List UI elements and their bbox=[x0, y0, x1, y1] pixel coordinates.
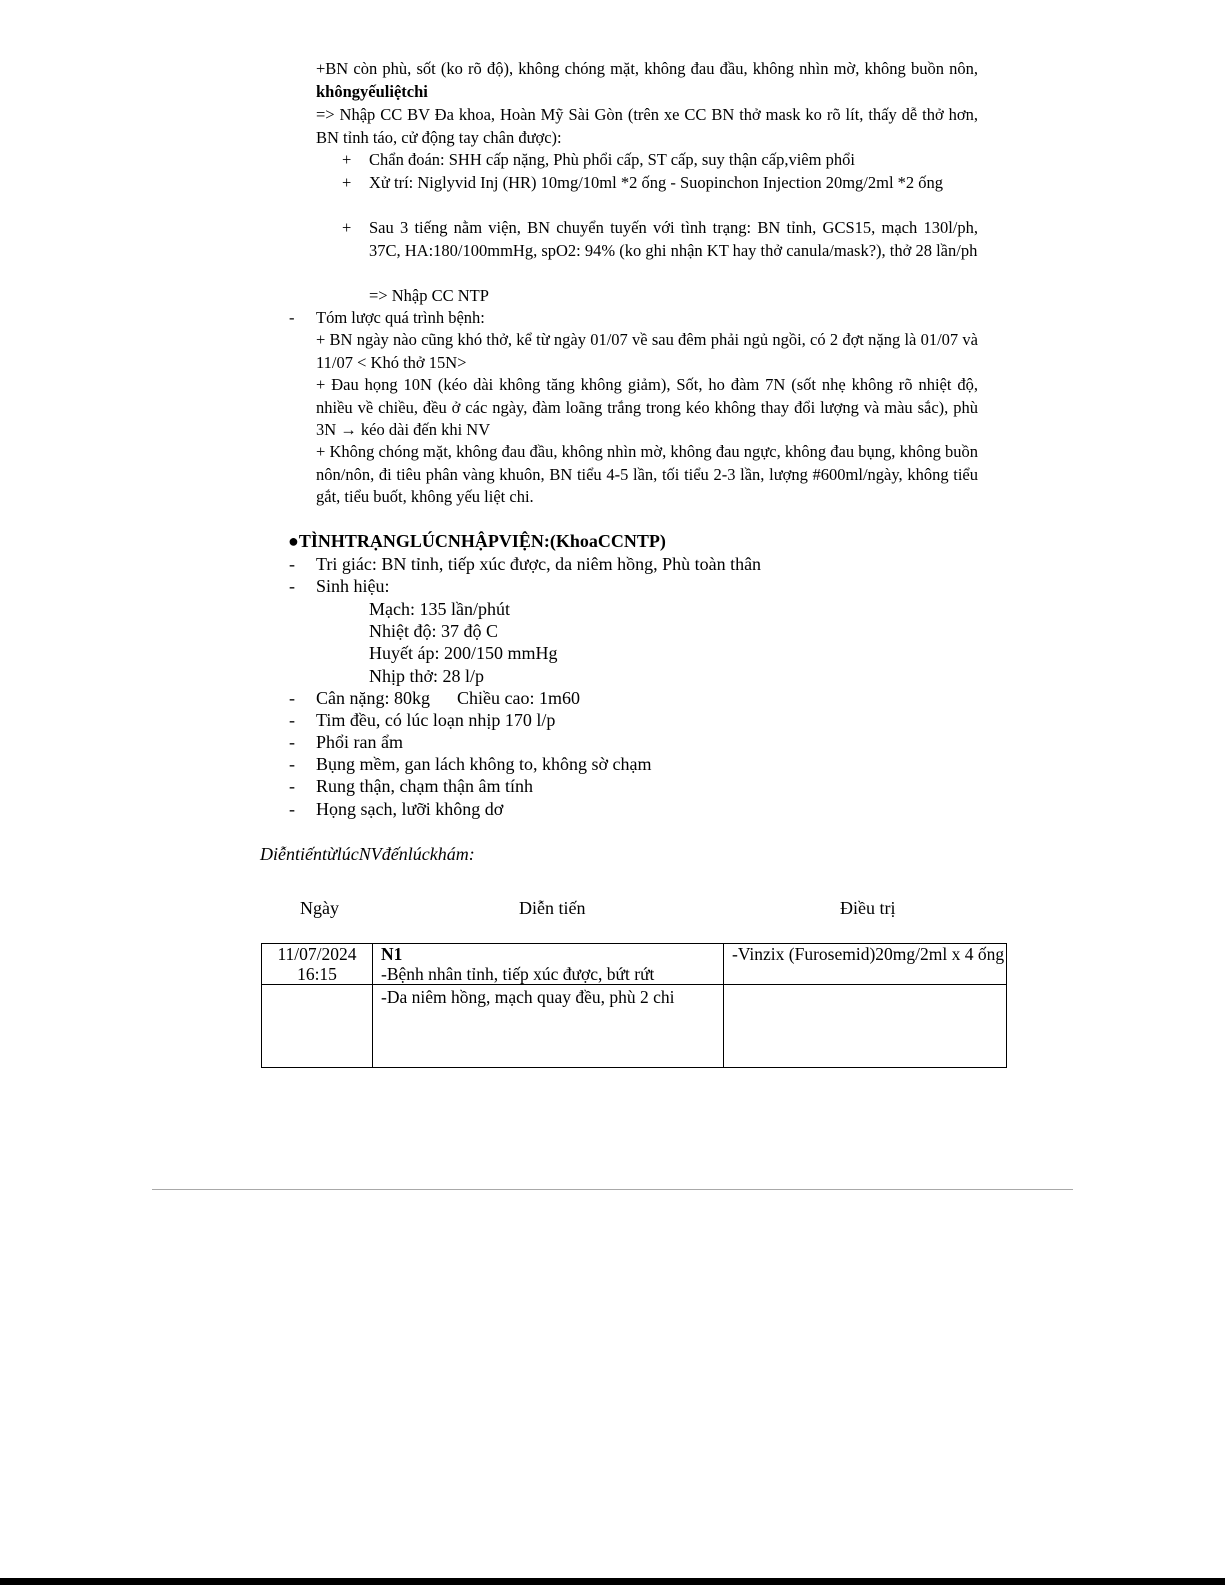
transfer-note-2: => Nhập CC NTP bbox=[369, 286, 489, 305]
dash-marker: - bbox=[289, 308, 295, 327]
vital-respiratory-rate: Nhịp thở: 28 l/p bbox=[369, 666, 485, 686]
summary-paragraph-3: + Không chóng mặt, không đau đầu, không nhìn mờ, không đau ngực, không đau bụng, không buồn nôn/nôn, đi tiêu phân vàng khuôn, BN tiểu 4-5 lần, tối tiểu 2-3 lần, lượng #600ml/ngày, không tiểu gắt, tiểu buốt, không yếu liệt chi. bbox=[316, 442, 978, 506]
bullet-transfer-status: Sau 3 tiếng nằm viện, BN chuyển tuyến với tình trạng: BN tỉnh, GCS15, mạch 130l/ph, 37C, HA:180/100mmHg, spO2: 94% (ko ghi nhận KT hay thở canula/mask?), thở 28 lần/ph bbox=[369, 218, 978, 260]
bullet-marker: + bbox=[342, 218, 352, 237]
bottom-edge-bar bbox=[0, 1578, 1225, 1585]
intro-text: +BN còn phù, sốt (ko rõ độ), không chóng mặt, không đau đầu, không nhìn mờ, không buồn nôn, bbox=[316, 59, 978, 78]
course-line: -Bệnh nhân tỉnh, tiếp xúc được, bứt rứt bbox=[381, 964, 655, 984]
admission-item-consciousness: Tri giác: BN tỉnh, tiếp xúc được, da niêm hồng, Phù toàn thân bbox=[316, 554, 762, 574]
treatment-text: -Vinzix (Furosemid)20mg/2ml x 4 ống bbox=[732, 944, 1005, 964]
course-cell bbox=[373, 985, 724, 1068]
header-course: Diễn tiến bbox=[519, 898, 586, 918]
admission-item-lungs: Phổi ran ẩm bbox=[316, 732, 403, 752]
course-line: -Da niêm hồng, mạch quay đều, phù 2 chi bbox=[381, 987, 675, 1007]
dash-marker: - bbox=[289, 776, 295, 796]
treatment-cell bbox=[724, 944, 1007, 985]
admission-heading: ●TÌNHTRẠNGLÚCNHẬPVIỆN:(KhoaCCNTP) bbox=[288, 531, 666, 551]
vital-pulse: Mạch: 135 lần/phút bbox=[369, 599, 510, 619]
vital-blood-pressure: Huyết áp: 200/150 mmHg bbox=[369, 643, 558, 663]
summary-title: Tóm lược quá trình bệnh: bbox=[316, 308, 485, 327]
dash-marker: - bbox=[289, 576, 295, 596]
day-label: N1 bbox=[381, 944, 403, 964]
admission-item-heart: Tim đều, có lúc loạn nhịp 170 l/p bbox=[316, 710, 556, 730]
dash-marker: - bbox=[289, 754, 295, 774]
admission-item-weight-height: Cân nặng: 80kg Chiều cao: 1m60 bbox=[316, 688, 580, 708]
admission-item-kidney: Rung thận, chạm thận âm tính bbox=[316, 776, 533, 796]
dash-marker: - bbox=[289, 732, 295, 752]
header-treatment: Điều trị bbox=[840, 898, 896, 918]
date-value: 11/07/2024 bbox=[277, 944, 357, 964]
treatment-cell-empty bbox=[724, 985, 1007, 1068]
admission-item-vitals-title: Sinh hiệu: bbox=[316, 576, 390, 596]
time-value: 16:15 bbox=[297, 964, 337, 984]
dash-marker: - bbox=[289, 799, 295, 819]
progress-title: DiễntiếntừlúcNVđếnlúckhám: bbox=[260, 844, 475, 864]
dash-marker: - bbox=[289, 688, 295, 708]
bullet-treatment: Xử trí: Niglyvid Inj (HR) 10mg/10ml *2 ống - Suopinchon Injection 20mg/2ml *2 ống bbox=[369, 173, 944, 192]
header-date: Ngày bbox=[300, 898, 339, 918]
dash-marker: - bbox=[289, 710, 295, 730]
dash-marker: - bbox=[289, 554, 295, 574]
bullet-diagnosis: Chẩn đoán: SHH cấp nặng, Phù phổi cấp, ST cấp, suy thận cấp,viêm phổi bbox=[369, 150, 855, 169]
summary-paragraph-2: + Đau họng 10N (kéo dài không tăng không giảm), Sốt, ho đàm 7N (sốt nhẹ không rõ nhiệt độ, nhiều về chiều, đều ở các ngày, đàm loãng trắng trong kéo không thay đổi lượng và màu sắc), phù 3N → kéo dài đến khi NV bbox=[316, 375, 978, 439]
vital-temperature: Nhiệt độ: 37 độ C bbox=[369, 621, 498, 641]
intro-bold-text: khôngyếuliệtchi bbox=[316, 81, 428, 101]
table-row bbox=[262, 944, 1007, 985]
date-cell-empty bbox=[262, 985, 373, 1068]
admission-item-abdomen: Bụng mềm, gan lách không to, không sờ chạm bbox=[316, 754, 652, 774]
transfer-note-1: => Nhập CC BV Đa khoa, Hoàn Mỹ Sài Gòn (trên xe CC BN thở mask ko rõ lít, thấy dễ thở hơn, BN tỉnh táo, cử động tay chân được): bbox=[316, 105, 978, 147]
course-cell bbox=[373, 944, 724, 985]
summary-paragraph-1: + BN ngày nào cũng khó thở, kể từ ngày 01/07 về sau đêm phải ngủ ngồi, có 2 đợt nặng là 01/07 và 11/07 < Khó thở 15N> bbox=[316, 330, 978, 372]
intro-paragraph bbox=[316, 58, 978, 103]
bullet-marker: + bbox=[342, 173, 352, 192]
date-cell bbox=[262, 944, 373, 985]
admission-item-throat: Họng sạch, lưỡi không dơ bbox=[316, 799, 504, 819]
page-divider bbox=[152, 1189, 1073, 1190]
progress-table bbox=[261, 943, 1007, 1068]
table-row bbox=[262, 985, 1007, 1068]
bullet-marker: + bbox=[342, 150, 352, 169]
